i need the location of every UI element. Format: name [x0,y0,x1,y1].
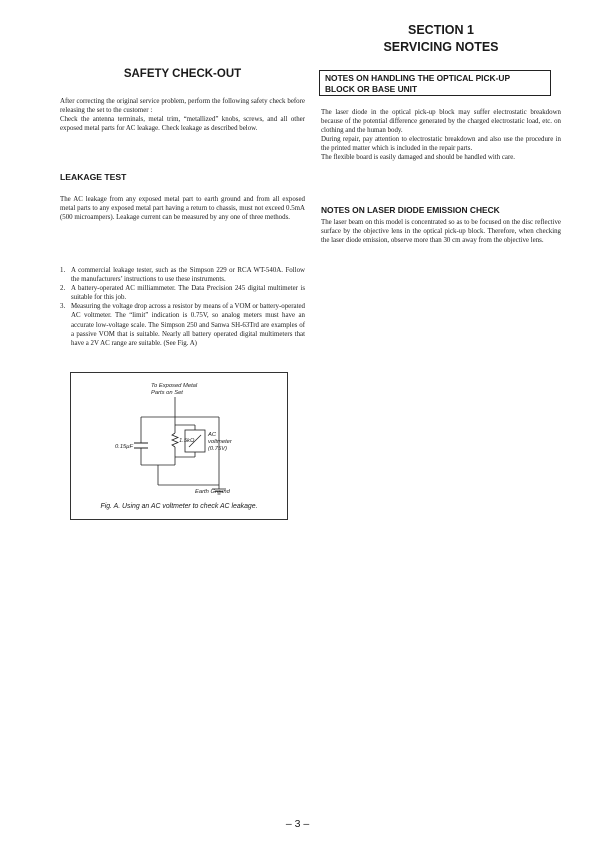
list-item-number: 3. [60,303,66,311]
list-item [60,266,305,284]
voltmeter-label-line3: (0.75V) [208,446,228,452]
laser-emission-body: The laser beam on this model is concentrated so as to be focused on the disc reflective surface by the objective lens in the optical pick-up block. Therefore, when checking the laser diode emission, observe more than 30 cm away from the objective lens. [321,219,561,245]
list-item-text: A commercial leakage tester, such as the Simpson 229 or RCA WT-540A. Follow the manufacturers’ instructions to use these instruments. [71,267,305,284]
voltmeter-label-line2: voltmeter [208,439,232,445]
leakage-method-list [60,266,305,348]
safety-intro-paragraph: After correcting the original service problem, perform the following safety check before releasing the set to the customer : [60,98,305,115]
voltmeter-label-line1: AC [208,432,217,438]
resistor-label: 1.5kΩ [179,438,195,444]
page-number: – 3 – [285,818,310,830]
figure-caption: Fig. A. Using an AC voltmeter to check AC leakage. [100,503,258,510]
section-number: SECTION 1 [408,23,474,37]
laser-emission-title: NOTES ON LASER DIODE EMISSION CHECK [321,205,500,215]
pickup-paragraph: The laser diode in the optical pick-up block may suffer electrostatic breakdown because of the potential difference generated by the charged electrostatic load, etc. on clothing and the human body. [321,109,561,135]
list-item [60,302,305,347]
safety-intro-paragraph: Check the antenna terminals, metal trim, “metallized” knobs, screws, and all other exposed metal parts for AC leakage. Check leakage as described below. [60,116,305,133]
list-item-text: Measuring the voltage drop across a resistor by means of a VOM or battery-operated AC voltmeter. The “limit” indication is 0.75V, so analog meters must have an accurate low-voltage scale. The Simpson 250 and Sanwa SH-63Trd are examples of a passive VOM that is suitable. Nearly all battery operated digital multimeters that have a 2V AC range are suitable. (See Fig. A) [71,303,305,347]
leakage-circuit-diagram [71,373,287,501]
pickup-title-line2: BLOCK OR BASE UNIT [325,84,418,94]
section-name: SERVICING NOTES [383,40,499,54]
leakage-test-body: The AC leakage from any exposed metal part to earth ground and from all exposed metal parts to any exposed metal part having a return to chassis, must not exceed 0.5mA (500 microampers). Leakage current can be measured by any one of three methods. [60,196,305,222]
capacitor-label: 0.15μF [115,444,133,450]
figure-a [70,372,288,520]
safety-intro [60,97,305,133]
list-item-number: 2. [60,285,66,293]
section-heading [320,22,562,56]
pickup-paragraph: The flexible board is easily damaged and should be handled with care. [321,154,516,162]
pickup-notes-title-box [319,70,551,96]
list-item-number: 1. [60,267,66,274]
resistor-symbol [172,433,178,447]
safety-check-title: SAFETY CHECK-OUT [123,68,242,80]
top-label-line1: To Exposed Metal [151,383,198,389]
pickup-notes-body [321,108,561,163]
top-label-line2: Parts on Set [151,390,183,396]
pickup-paragraph: During repair, pay attention to electrostatic breakdown and also use the procedure in the printed matter which is included in the repair parts. [321,136,561,153]
pickup-title-line1: NOTES ON HANDLING THE OPTICAL PICK-UP [325,73,511,83]
leakage-test-title: LEAKAGE TEST [60,172,127,182]
list-item [60,284,305,302]
capacitor-symbol [134,437,148,454]
ground-label: Earth Ground [195,489,230,495]
list-item-text: A battery-operated AC milliammeter. The Data Precision 245 digital multimeter is suitable for this job. [71,285,305,302]
